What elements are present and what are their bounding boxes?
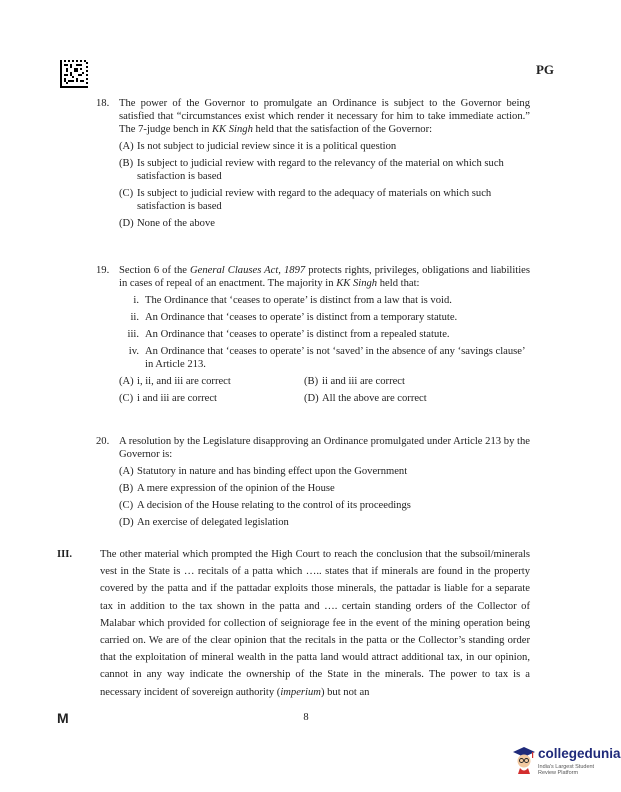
question-number: 20. <box>96 436 110 447</box>
section-number: III. <box>57 549 73 560</box>
option-d: (D) All the above are correct <box>304 393 427 404</box>
option-c: (C) Is subject to judicial review with regard to the adequacy of materials on which such satisfaction is based <box>119 188 492 212</box>
option-c: (C) i and iii are correct <box>119 393 217 404</box>
brand-tagline: India's Largest Student Review Platform <box>538 764 595 776</box>
question-number: 19. <box>96 265 110 276</box>
set-badge: PG <box>535 62 554 77</box>
statement-ii: ii. An Ordinance that ‘ceases to operate’ is distinct from a temporary statute. <box>130 312 458 323</box>
question-20 <box>96 435 530 529</box>
collegedunia-logo <box>510 744 621 780</box>
option-a: (A) i, ii, and iii are correct <box>119 376 231 387</box>
option-d: (D) An exercise of delegated legislation <box>119 517 289 528</box>
option-b: (B) Is subject to judicial review with regard to the relevancy of the material on which such satisfaction is based <box>119 158 504 182</box>
option-d: (D) None of the above <box>119 218 215 229</box>
question-number: 18. <box>96 98 110 109</box>
question-text: A resolution by the Legislature disapproving an Ordinance promulgated under Article 213 by the Governor is: <box>119 436 530 460</box>
option-a: (A) Statutory in nature and has binding effect upon the Government <box>119 466 408 477</box>
statement-iv: iv. An Ordinance that ‘ceases to operate’ is not ‘saved’ in the absence of any ‘savings clause’ in Article 213. <box>128 346 525 370</box>
passage-text: The other material which prompted the High Court to reach the conclusion that the subsoil/minerals vest in the State is … recitals of a patta which ….. states that if minerals are found in the property covered by the patta and if the pattadar exploits those minerals, the pattadar is liable for a separate tax in addition to the tax shown in the patta and …. certain standing orders of the Collector of Malabar which provided for collection of seigniorage fee in the event of the mining operation being carried on. We are of the clear opinion that the recitals in the patta or the Collector’s standing order that the exploitation of mineral wealth in the patta land would attract additional tax, in our opinion, cannot in any way indicate the ownership of the State in the minerals. The power to tax is a necessary incident of sovereign authority (imperium) but not an <box>100 549 530 698</box>
question-text: The power of the Governor to promulgate an Ordinance is subject to the Governor being satisfied that “circumstances exist which render it necessary for him to take immediate action.” The 7-judge bench in KK Singh held that the satisfaction of the Governor: <box>119 98 530 135</box>
set-code: M <box>57 710 69 726</box>
option-a: (A) Is not subject to judicial review since it is a political question <box>119 141 397 152</box>
question-19 <box>96 264 530 405</box>
graduate-avatar-icon <box>512 746 536 774</box>
options-grid <box>119 375 530 405</box>
option-b: (B) ii and iii are correct <box>304 376 405 387</box>
qr-code <box>60 60 88 88</box>
brand-name: collegedunia <box>538 746 621 761</box>
statement-iii: iii. An Ordinance that ‘ceases to operate’ is distinct from a repealed statute. <box>127 329 450 340</box>
question-text: Section 6 of the General Clauses Act, 1897 protects rights, privileges, obligations and liabilities in cases of repeal of an enactment. The majority in KK Singh held that: <box>119 265 530 289</box>
question-18 <box>96 97 530 230</box>
page-number: 8 <box>303 712 309 723</box>
statement-i: i. The Ordinance that ‘ceases to operate’ is distinct from a law that is void. <box>133 295 452 306</box>
option-c: (C) A decision of the House relating to the control of its proceedings <box>119 500 411 511</box>
option-b: (B) A mere expression of the opinion of the House <box>119 483 335 494</box>
passage-section-3 <box>57 546 530 701</box>
